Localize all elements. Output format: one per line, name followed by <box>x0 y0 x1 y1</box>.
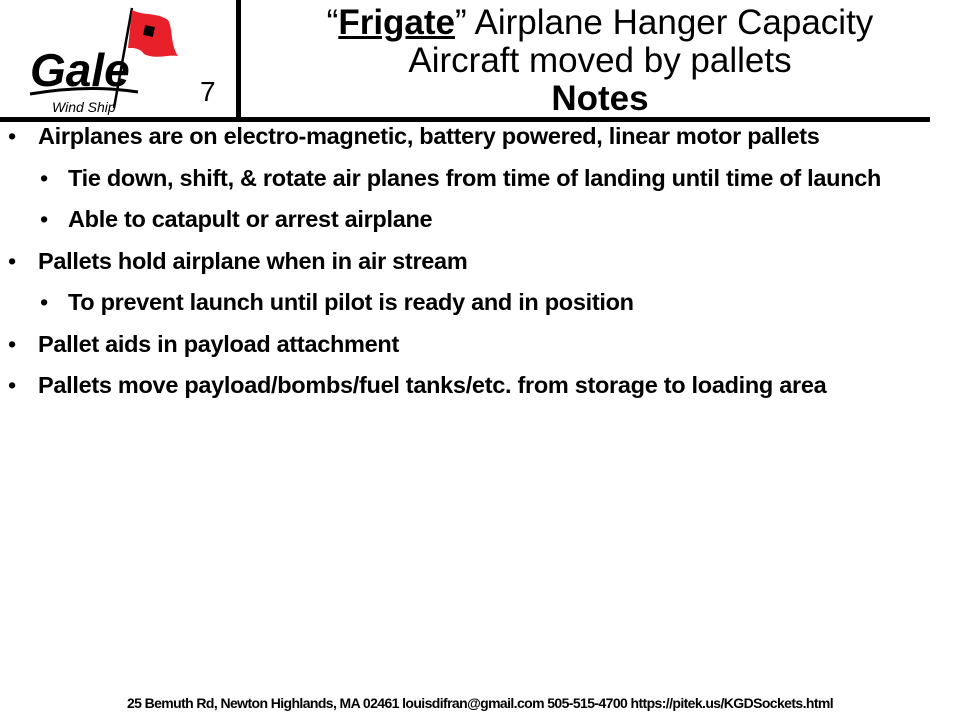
logo-tagline-text: Wind Ship <box>52 99 116 115</box>
sub-bullet-item <box>0 205 960 233</box>
bullet-item <box>0 371 960 399</box>
title-line-3: Notes <box>551 79 649 118</box>
title-line-1-rest: Airplane Hanger Capacity <box>466 3 874 42</box>
gale-flag-logo-icon <box>28 4 188 116</box>
title-line-1 <box>245 4 955 42</box>
bullet-text: Airplanes are on electro-magnetic, battery powered, linear motor pallets <box>38 123 820 149</box>
header-vertical-divider <box>236 0 241 120</box>
bullet-list <box>0 122 960 413</box>
bullet-item <box>0 247 960 275</box>
bullet-item <box>0 330 960 358</box>
footer-contact: 25 Bemuth Rd, Newton Highlands, MA 02461 louisdifran@gmail.com 505-515-4700 https://pitek.us/KGDSockets.html <box>126 695 834 711</box>
logo-brand-text: Gale <box>30 44 130 96</box>
bullet-dot-icon: • <box>40 289 48 315</box>
bullet-text: Tie down, shift, & rotate air planes from time of landing until time of launch <box>68 164 882 191</box>
bullet-text: Pallets hold airplane when in air stream <box>38 247 468 274</box>
bullet-dot-icon: • <box>8 330 16 357</box>
bullet-text: Pallets move payload/bombs/fuel tanks/etc. from storage to loading area <box>38 372 827 398</box>
bullet-text: Pallet aids in payload attachment <box>38 330 399 357</box>
title-emphasis: Frigate <box>338 3 456 42</box>
bullet-text: To prevent launch until pilot is ready and in position <box>68 289 634 315</box>
title-quote-open: “ <box>326 3 339 42</box>
slide-title <box>245 4 955 118</box>
bullet-dot-icon: • <box>8 123 16 149</box>
slide-number: 7 <box>200 76 216 107</box>
bullet-item <box>0 122 960 150</box>
title-quote-close: ” <box>455 3 467 42</box>
sub-bullet-item <box>0 164 960 192</box>
sub-bullet-item <box>0 288 960 316</box>
bullet-dot-icon: • <box>40 206 48 232</box>
title-line-2: Aircraft moved by pallets <box>408 41 792 80</box>
bullet-dot-icon: • <box>8 247 16 274</box>
bullet-dot-icon: • <box>40 164 48 191</box>
gale-logo <box>28 4 188 116</box>
bullet-text: Able to catapult or arrest airplane <box>68 206 433 232</box>
bullet-dot-icon: • <box>8 372 16 398</box>
